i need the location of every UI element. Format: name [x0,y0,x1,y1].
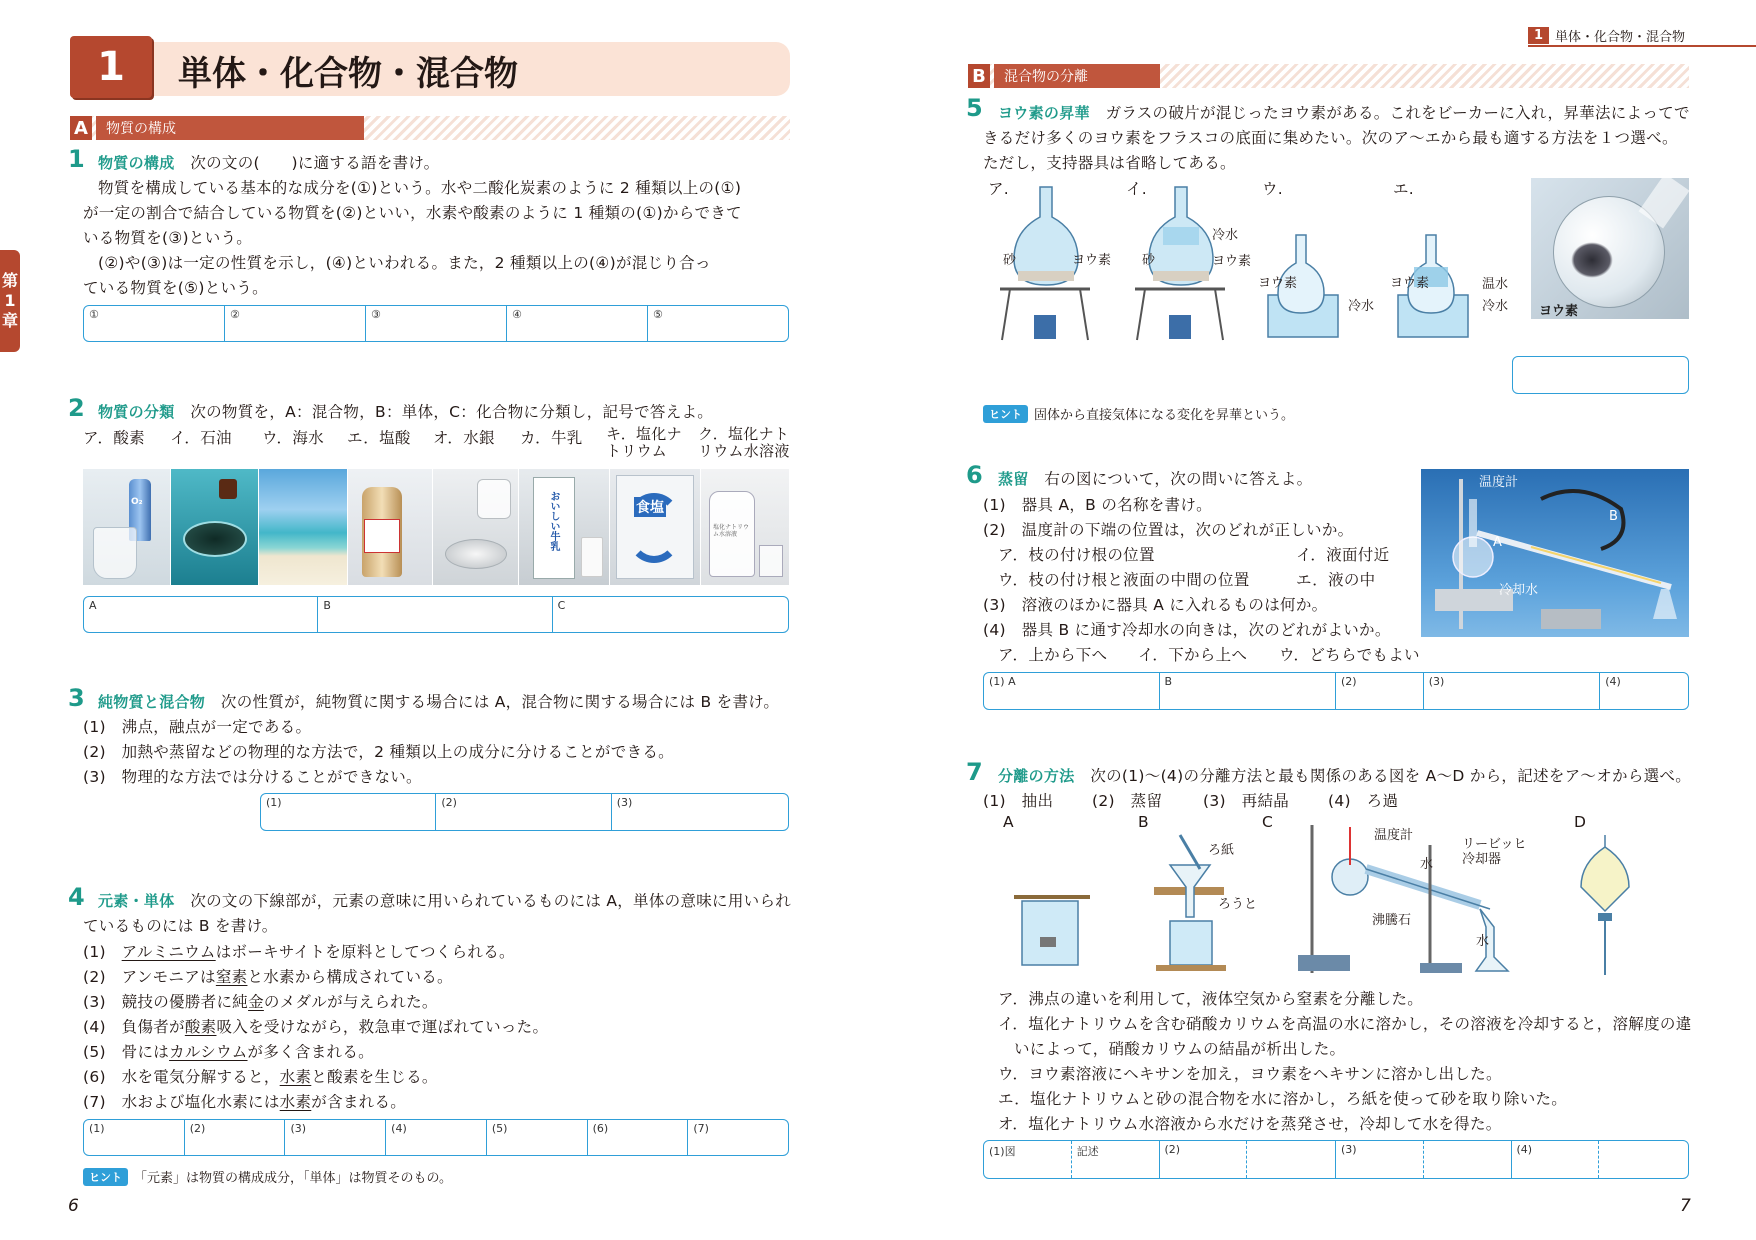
q2-prompt: 次の物質を，A：混合物，B：単体，C：化合物に分類し，記号で答えよ。 [190,403,714,421]
q1-line: が一定の割合で結合している物質を(②)といい，水素や酸素のように 1 種類の(①)からできて [83,204,742,222]
answer-cell[interactable]: (5) [487,1120,588,1155]
tab-char: 1 [4,291,16,310]
q4-item [83,1040,374,1062]
q4-item [83,1065,438,1087]
photo-label-thermometer: 温度計 [1479,475,1519,490]
hint-tag: ヒント [983,405,1028,423]
label-iodine: ヨウ素 [1390,276,1430,291]
answer-cell[interactable]: ② [225,306,366,341]
question-title: 純物質と混合物 [98,693,206,711]
q7-statement: オ．塩化ナトリウム水溶液から水だけを蒸発させ，冷却して水を得た。 [998,1115,1502,1133]
q4-prompt: 次の文の下線部が，元素の意味に用いられているものには A，単体の意味に用いられ [190,892,792,910]
q5-text: ガラスの破片が混じったヨウ素がある。これをビーカーに入れ，昇華法によってで [1105,104,1690,122]
q6-choice: イ．下から上へ [1138,646,1248,664]
q6-choice: ア．枝の付け根の位置 [998,546,1155,564]
running-header-num: 1 [1528,27,1549,44]
q1-line: (②)や(③)は一定の性質を示し，(④)といわれる。また，2 種類以上の(④)が混じり合っ [98,254,711,272]
chapter-title: 単体・化合物・混合物 [178,54,518,94]
answer-cell[interactable]: (4) [386,1120,487,1155]
question-title: 物質の構成 [98,154,175,172]
q7-method: (2) 蒸留 [1092,792,1163,810]
label-coldwater: 冷水 [1212,228,1239,243]
q4-text: (2) アンモニアは [83,968,216,986]
photo-milk [519,469,609,585]
label-coldwater: 冷水 [1482,299,1509,314]
q4-underlined: 水素 [279,1068,312,1086]
fig-a-extraction [1014,897,1090,965]
hint-tag: ヒント [83,1168,128,1186]
running-header-rule [1528,45,1756,47]
q7-fig-letter: B [1138,813,1149,831]
q4-text: が含まれる。 [311,1093,407,1111]
label-water: 水 [1476,934,1490,949]
photo-sea [259,469,347,585]
q4-underlined: 酸素 [184,1018,217,1036]
q7-prompt: 次の(1)～(4)の分離方法と最も関係のある図を A～D から，記述をア～オから選べ。 [1090,767,1692,785]
answer-cell[interactable] [1424,1141,1512,1178]
answer-cell[interactable]: C [557,599,566,612]
q1-line: 物質を構成している基本的な成分を(①)という。水や二酸化炭素のように 2 種類以上の(①) [98,179,742,197]
q6-prompt: 右の図について，次の問いに答えよ。 [1044,470,1313,488]
fig-d-separatory-funnel [1581,835,1629,975]
photo-mercury [433,469,518,585]
q7-statement: いによって，硝酸カリウムの結晶が析出した。 [1014,1040,1346,1058]
hint-text: 固体から直接気体になる変化を昇華という。 [1034,408,1295,423]
question-number: 7 [966,758,983,786]
answer-cell[interactable]: (2) [185,1120,286,1155]
answer-cell[interactable]: (1) A [984,673,1160,709]
salt-label: 食塩 [634,497,666,517]
q3-item: (3) 物理的な方法では分けることができない。 [83,768,422,786]
q4-item [83,965,453,987]
q1-text: 次の文の( )に適する語を書け。 [190,154,440,172]
q4-text: が多く含まれる。 [247,1043,374,1061]
label-iodine: ヨウ素 [1072,253,1112,268]
q3-item: (1) 沸点，融点が一定である。 [83,718,312,736]
answer-cell[interactable]: (2) [436,794,611,830]
q1-line [98,151,439,173]
answer-cell[interactable]: (4) [1512,1141,1600,1178]
q6-choice: イ．液面付近 [1296,546,1390,564]
photo-oil [171,469,258,585]
answer-cell[interactable]: B [318,597,552,632]
question-title: 物質の分類 [98,403,175,421]
answer-cell[interactable] [1247,1141,1336,1178]
q3-prompt: 次の性質が，純物質に関する場合には A，混合物に関する場合には B を書け。 [220,693,780,711]
label-iodine: ヨウ素 [1258,276,1298,291]
q2-item: ウ．海水 [262,429,324,447]
q4-underlined: カルシウム [169,1043,248,1061]
photo-label: ヨウ素 [1539,304,1579,319]
answer-cell[interactable]: A [84,597,318,632]
q5-option: ア. [988,180,1010,198]
q7-fig-letter: C [1262,813,1274,831]
q7-method: (3) 再結晶 [1203,792,1290,810]
label-thermometer: 温度計 [1374,828,1414,843]
answer-cell[interactable]: (2) [1160,1141,1248,1178]
q4-item [83,990,438,1012]
label-water: 水 [1420,857,1434,872]
question-title: 分離の方法 [998,767,1075,785]
photo-distillation [1421,469,1689,637]
q4-item [83,940,515,962]
answer-cell[interactable]: (3) [1424,673,1600,709]
section-title: 混合物の分離 [994,64,1160,88]
q3-answer-box [260,793,789,831]
q4-text: (1) [83,943,122,961]
q7-statement: ウ．ヨウ素溶液にヘキサンを加え，ヨウ素をヘキサンに溶かし出した。 [998,1065,1502,1083]
q1-answer-box [83,305,789,342]
answer-cell[interactable]: (1) [261,794,436,830]
label-liebig: リービッヒ [1462,837,1527,852]
label-coldwater: 冷水 [1348,299,1375,314]
answer-cell[interactable]: (3) [1336,1141,1424,1178]
page-number-right: 7 [1680,1196,1691,1216]
answer-cell[interactable]: (3) [616,796,633,809]
q6-choice: ウ．枝の付け根と液面の中間の位置 [998,571,1250,589]
section-title: 物質の構成 [96,116,364,140]
question-number: 2 [68,394,85,422]
q7-statement: イ．塩化ナトリウムを含む硝酸カリウムを高温の水に溶かし，その溶液を冷却すると，溶解度の違 [998,1015,1692,1033]
answer-cell[interactable]: (7) [693,1122,709,1135]
answer-cell[interactable]: (1)図 [984,1141,1072,1178]
q2-item: オ．水銀 [433,429,495,447]
q4-text: 吸入を受けながら，救急車で運ばれていった。 [216,1018,549,1036]
q1-line: いる物質を(③)という。 [83,229,253,247]
answer-cell[interactable]: (1) [84,1120,185,1155]
q5-answer-box[interactable] [1512,356,1689,394]
q6-line [998,467,1312,489]
q4-text: (6) 水を電気分解すると， [83,1068,280,1086]
q6-item: (2) 温度計の下端の位置は，次のどれが正しいか。 [983,521,1354,539]
question-number: 1 [68,145,85,173]
q4-text: と水素から構成されている。 [247,968,453,986]
q4-text: のメダルが与えられた。 [263,993,438,1011]
q7-method: (4) ろ過 [1328,792,1399,810]
distillation-apparatus [1421,469,1689,637]
section-letter: A [70,116,92,140]
question-title: 元素・単体 [98,892,175,910]
label-boiling-chips: 沸騰石 [1372,913,1412,928]
q7-method: (1) 抽出 [983,792,1054,810]
answer-cell[interactable]: ③ [366,306,507,341]
photo-hcl [348,469,432,585]
q2-answer-box [83,596,789,633]
chapter-number: 1 [70,36,152,98]
q2-line [98,400,713,422]
q5-line: ただし，支持器具は省略してある。 [983,154,1236,172]
hint-text: 「元素」は物質の構成成分，「単体」は物質そのもの。 [134,1171,452,1186]
photo-label-a: A [1493,535,1502,550]
section-letter: B [968,64,990,88]
q5-line: きるだけ多くのヨウ素をフラスコの底面に集めたい。次のア～エから最も適する方法を１つ選べ。 [983,129,1678,147]
q6-choice: エ．液の中 [1296,571,1376,589]
q5-option: ウ. [1262,180,1284,198]
answer-cell[interactable]: B [1160,673,1336,709]
q7-diagrams [1010,825,1680,980]
label-iodine: ヨウ素 [1212,254,1252,269]
answer-cell[interactable]: (4) [1605,675,1621,688]
q4-item [83,1015,548,1037]
q4-underlined: アルミニウム [121,943,216,961]
q6-answer-box [983,672,1689,710]
q7-line [998,764,1691,786]
q2-item: カ．牛乳 [520,429,583,447]
answer-cell[interactable]: ① [84,306,225,341]
q4-hint [83,1167,452,1186]
tab-char: 第 [1,271,18,290]
question-number: 5 [966,94,983,122]
q5-option: イ. [1126,180,1148,198]
label-cooler: 冷却器 [1462,852,1502,867]
q7-fig-letter: A [1003,813,1014,831]
q2-item: キ．塩化ナトリウム [606,425,682,460]
answer-cell[interactable]: (3) [285,1120,386,1155]
q4-text: (4) 負傷者が [83,1018,185,1036]
chapter-side-tab [0,250,20,352]
q4-underlined: 水素 [279,1093,312,1111]
q4-underlined: 金 [248,993,264,1011]
bottle-label: 塩化ナトリウム水溶液 [713,524,750,538]
q7-statement: エ．塩化ナトリウムと砂の混合物を水に溶かし，ろ紙を使って砂を取り除いた。 [998,1090,1568,1108]
q6-choice: ア．上から下へ [998,646,1108,664]
running-header-title: 単体・化合物・混合物 [1555,30,1686,45]
answer-cell[interactable]: (6) [588,1120,689,1155]
q7-statement: ア．沸点の違いを利用して，液体空気から窒素を分離した。 [998,990,1424,1008]
answer-cell[interactable]: (2) [1336,673,1424,709]
q6-item: (3) 溶液のほかに器具 A に入れるものは何か。 [983,596,1328,614]
q5-line [998,101,1690,123]
q4-underlined: 窒素 [215,968,248,986]
q4-item [83,1090,406,1112]
running-header [1528,26,1685,45]
question-number: 3 [68,684,85,712]
photo-iodine-sublimation [1531,178,1689,319]
q7-answer-box [983,1140,1689,1179]
q4-text: (7) 水および塩化水素には [83,1093,280,1111]
label-funnel: ろうと [1218,897,1258,912]
o2-label: O₂ [131,497,143,507]
photo-label-coolwater: 冷却水 [1499,583,1539,598]
q2-item: エ．塩酸 [347,429,411,447]
label-sand: 砂 [1142,253,1156,268]
answer-cell[interactable]: 記述 [1072,1141,1160,1178]
tab-char: 章 [1,311,18,330]
photo-nacl-solution [701,469,789,585]
answer-cell[interactable]: ④ [507,306,648,341]
q4-text: はボーキサイトを原料としてつくられる。 [215,943,515,961]
milk-label: おいしい牛乳 [548,491,559,551]
q4-text: と酸素を生じる。 [311,1068,438,1086]
q4-text: (3) 競技の優勝者に純 [83,993,249,1011]
label-hotwater: 温水 [1482,277,1509,292]
q2-item: ク．塩化ナトリウム水溶液 [698,425,790,460]
q5-option: エ. [1393,180,1415,198]
q4-line: ているものには B を書け。 [83,917,278,935]
q4-line [98,889,791,911]
q6-item: (1) 器具 A，B の名称を書け。 [983,496,1212,514]
label-filter-paper: ろ紙 [1208,843,1235,858]
q1-line: ている物質を(⑤)という。 [83,279,268,297]
label-sand: 砂 [1003,253,1017,268]
q7-fig-letter: D [1574,813,1587,831]
q4-answer-box [83,1119,789,1156]
q3-item: (2) 加熱や蒸留などの物理的な方法で，2 種類以上の成分に分けることができる。 [83,743,674,761]
photo-salt [610,469,700,585]
section-b-header [968,64,1689,88]
question-number: 4 [68,883,85,911]
q4-text: (5) 骨には [83,1043,170,1061]
q3-line [98,690,779,712]
page-number-left: 6 [68,1196,79,1216]
q6-item: (4) 器具 B に通す冷却水の向きは，次のどれがよいか。 [983,621,1391,639]
q2-item: ア．酸素 [83,429,145,447]
answer-cell[interactable] [1599,1141,1688,1178]
photo-oxygen [83,469,170,585]
answer-cell[interactable]: ⑤ [653,308,663,321]
question-title: ヨウ素の昇華 [998,104,1090,122]
question-title: 蒸留 [998,470,1029,488]
q6-choice: ウ．どちらでもよい [1279,646,1420,664]
section-a-header [70,116,790,140]
q2-item: イ．石油 [170,429,232,447]
question-number: 6 [966,461,983,489]
q5-hint [983,404,1294,423]
photo-label-b: B [1609,509,1618,524]
